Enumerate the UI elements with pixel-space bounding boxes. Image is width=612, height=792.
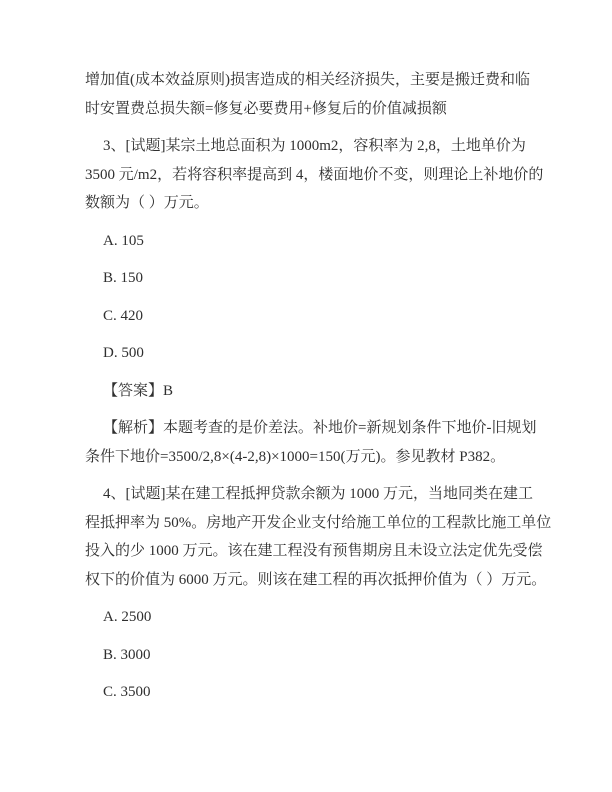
question-3-stem-line-3: 数额为（ ）万元。 (85, 195, 209, 211)
intro-overflow-paragraph (85, 66, 528, 123)
question-4-option-b: B. 3000 (103, 646, 151, 663)
question-3-analysis-line-2: 条件下地价=3500/2,8×(4-2,8)×1000=150(万元)。参见教材 P382。 (85, 448, 506, 465)
question-3-stem-line-1: 3、[试题]某宗土地总面积为 1000m2，容积率为 2,8，土地单价为 (103, 138, 526, 154)
question-3-option-a: A. 105 (103, 232, 144, 249)
question-3-analysis-line-1: 【解析】本题考查的是价差法。补地价=新规划条件下地价-旧规划 (103, 420, 537, 436)
intro-line-1: 增加值(成本效益原则)损害造成的相关经济损失，主要是搬迁费和临 (85, 72, 530, 88)
question-3-answer (85, 377, 528, 406)
question-4-option-c: C. 3500 (103, 684, 151, 700)
question-4-option-a: A. 2500 (103, 609, 152, 625)
question-3-analysis (85, 414, 537, 471)
intro-line-2: 时安置费总损失额=修复必要费用+修复后的价值减损额 (85, 100, 447, 117)
question-3-answer-line: 【答案】B (103, 382, 174, 399)
question-4-stem-line-3: 投入的少 1000 万元。该在建工程没有预售期房且未设立法定优先受偿 (85, 543, 543, 559)
question-3-option-c: C. 420 (103, 307, 144, 324)
question-3-stem (85, 132, 544, 218)
question-4-stem-line-2: 程抵押率为 50%。房地产开发企业支付给施工单位的工程款比施工单位 (85, 514, 552, 531)
question-4-stem-line-1: 4、[试题]某在建工程抵押贷款余额为 1000 万元，当地同类在建工 (103, 486, 533, 502)
question-4-stem (85, 480, 552, 594)
question-3-option-d: D. 500 (103, 345, 144, 361)
question-3-stem-line-2: 3500 元/m2，若将容积率提高到 4，楼面地价不变，则理论上补地价的 (85, 166, 544, 183)
question-3-option-b: B. 150 (103, 270, 144, 286)
question-4-stem-line-4: 权下的价值为 6000 万元。则该在建工程的再次抵押价值为（ ）万元。 (85, 571, 547, 588)
